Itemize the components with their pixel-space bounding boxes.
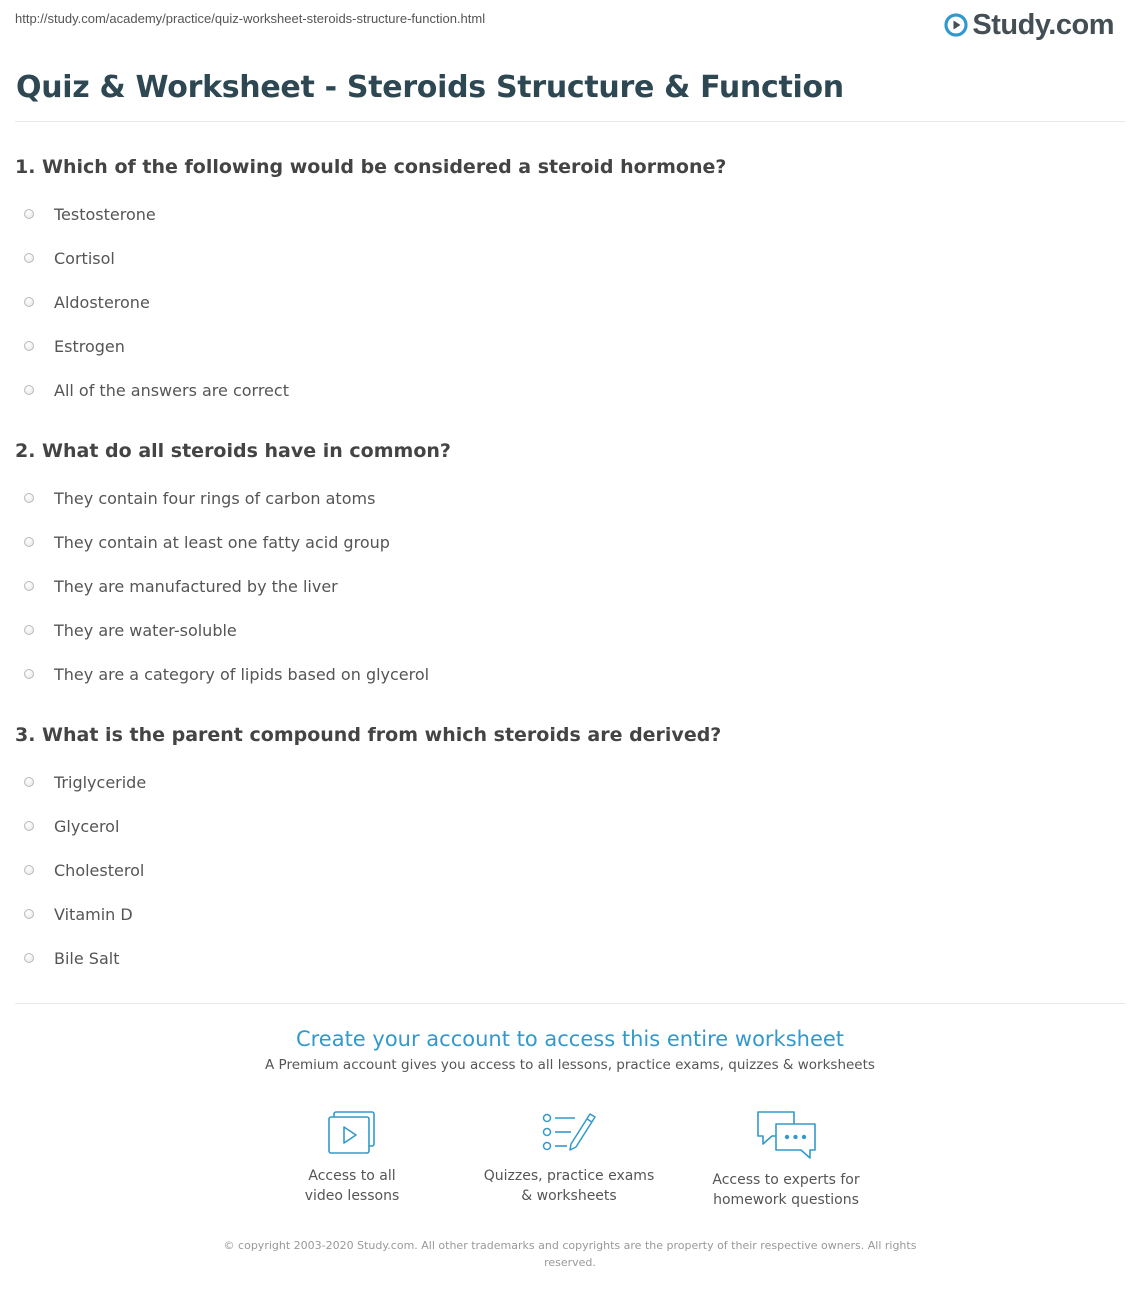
answer-label: Aldosterone xyxy=(54,292,150,312)
answer-label: Testosterone xyxy=(54,204,156,224)
answer-label: Triglyceride xyxy=(54,772,147,792)
answer-label: They are water-soluble xyxy=(54,620,237,640)
answer-label: They contain at least one fatty acid group xyxy=(54,532,390,552)
answer-option[interactable] xyxy=(15,936,1125,980)
radio-button[interactable] xyxy=(24,669,34,679)
answer-label: Glycerol xyxy=(54,816,120,836)
answer-label: Cholesterol xyxy=(54,860,145,880)
question-3 xyxy=(15,722,1125,980)
answer-option[interactable] xyxy=(15,280,1125,324)
radio-button[interactable] xyxy=(24,909,34,919)
radio-button[interactable] xyxy=(24,625,34,635)
answer-label: Vitamin D xyxy=(54,904,133,924)
video-lesson-icon xyxy=(326,1110,378,1156)
radio-button[interactable] xyxy=(24,493,34,503)
answer-list xyxy=(15,760,1125,980)
answer-label: All of the answers are correct xyxy=(54,380,289,400)
feature-label: Access to experts for homework questions xyxy=(712,1172,860,1208)
page-title: Quiz & Worksheet - Steroids Structure & Function xyxy=(16,70,844,105)
answer-list xyxy=(15,476,1125,696)
radio-button[interactable] xyxy=(24,865,34,875)
answer-option[interactable] xyxy=(15,324,1125,368)
study-logo[interactable] xyxy=(944,8,1114,42)
page-url: http://study.com/academy/practice/quiz-worksheet-steroids-structure-function.html xyxy=(15,11,486,26)
answer-option[interactable] xyxy=(15,192,1125,236)
answer-option[interactable] xyxy=(15,608,1125,652)
answer-label: Estrogen xyxy=(54,336,125,356)
answer-label: They are manufactured by the liver xyxy=(54,576,338,596)
question-text: 1. Which of the following would be considered a steroid hormone? xyxy=(15,156,727,178)
feature-quizzes xyxy=(469,1110,669,1206)
question-text: 2. What do all steroids have in common? xyxy=(15,440,451,462)
cta-subtitle: A Premium account gives you access to all lessons, practice exams, quizzes & worksheets xyxy=(265,1057,875,1073)
question-text: 3. What is the parent compound from which steroids are derived? xyxy=(15,724,722,746)
answer-label: They contain four rings of carbon atoms xyxy=(54,488,376,508)
answer-option[interactable] xyxy=(15,236,1125,280)
title-divider xyxy=(15,121,1125,122)
radio-button[interactable] xyxy=(24,385,34,395)
feature-video-lessons xyxy=(252,1110,452,1206)
radio-button[interactable] xyxy=(24,953,34,963)
copyright-text: © copyright 2003-2020 Study.com. All other trademarks and copyrights are the property of their respective owners. All rights reserved. xyxy=(223,1239,917,1269)
section-divider xyxy=(15,1003,1125,1004)
feature-experts xyxy=(686,1110,886,1210)
answer-label: Cortisol xyxy=(54,248,115,268)
feature-label: Access to all video lessons xyxy=(304,1168,400,1204)
radio-button[interactable] xyxy=(24,297,34,307)
chat-bubbles-icon xyxy=(754,1110,818,1160)
question-1 xyxy=(15,154,1125,412)
answer-option[interactable] xyxy=(15,892,1125,936)
answer-option[interactable] xyxy=(15,652,1125,696)
radio-button[interactable] xyxy=(24,777,34,787)
answer-option[interactable] xyxy=(15,760,1125,804)
play-circle-icon xyxy=(944,13,968,37)
answer-label: Bile Salt xyxy=(54,948,120,968)
answer-option[interactable] xyxy=(15,564,1125,608)
answer-option[interactable] xyxy=(15,476,1125,520)
answer-label: They are a category of lipids based on glycerol xyxy=(54,664,430,684)
answer-list xyxy=(15,192,1125,412)
radio-button[interactable] xyxy=(24,537,34,547)
cta-title-link[interactable]: Create your account to access this entire worksheet xyxy=(295,1027,845,1051)
feature-label: Quizzes, practice exams & worksheets xyxy=(483,1168,655,1204)
radio-button[interactable] xyxy=(24,209,34,219)
answer-option[interactable] xyxy=(15,804,1125,848)
answer-option[interactable] xyxy=(15,520,1125,564)
question-2 xyxy=(15,438,1125,696)
radio-button[interactable] xyxy=(24,581,34,591)
logo-text: Study.com xyxy=(972,8,1114,41)
quiz-checklist-icon xyxy=(541,1110,597,1156)
radio-button[interactable] xyxy=(24,253,34,263)
answer-option[interactable] xyxy=(15,848,1125,892)
radio-button[interactable] xyxy=(24,341,34,351)
radio-button[interactable] xyxy=(24,821,34,831)
answer-option[interactable] xyxy=(15,368,1125,412)
